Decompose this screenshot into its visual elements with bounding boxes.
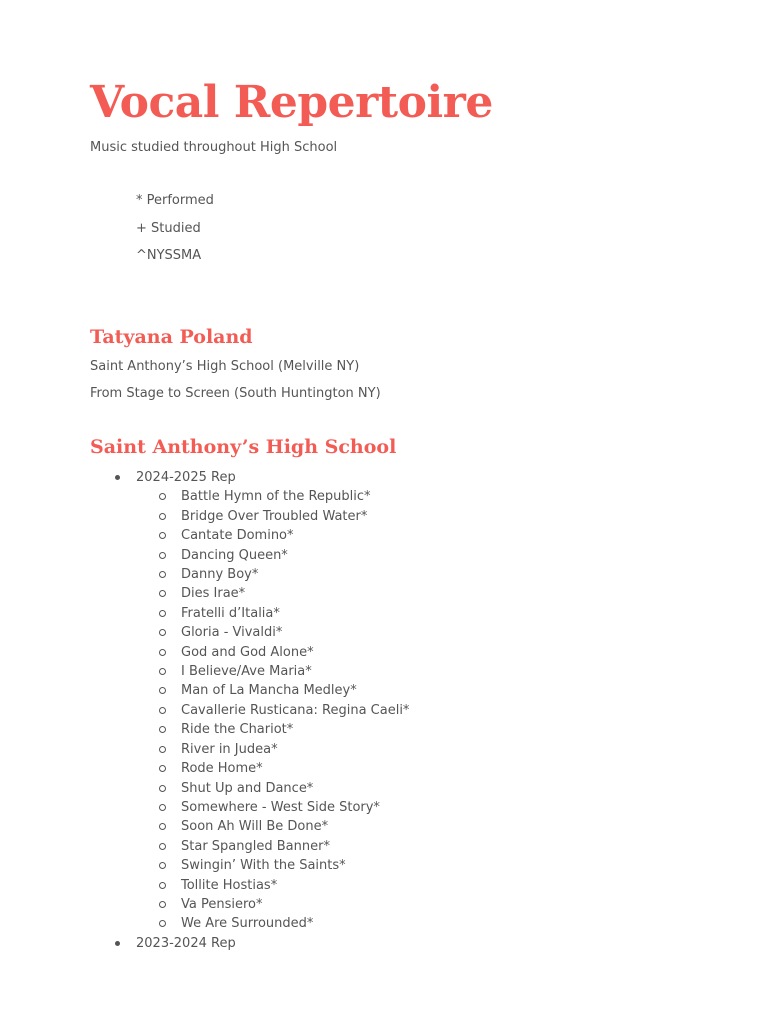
school-item: From Stage to Screen (South Huntington NY) (90, 386, 381, 401)
schools-list (90, 358, 381, 412)
song-item (136, 584, 409, 603)
rep-year-label: 2023-2024 Rep (136, 935, 236, 951)
song-title: Dies Irae* (181, 586, 246, 602)
circle-bullet-icon (159, 765, 166, 772)
song-item (136, 876, 409, 895)
song-item (136, 526, 409, 545)
song-title: Tollite Hostias* (181, 877, 278, 893)
song-title: Soon Ah Will Be Done* (181, 819, 329, 835)
circle-bullet-icon (159, 804, 166, 811)
section-heading: Saint Anthony’s High School (90, 436, 397, 458)
song-title: Fratelli d’Italia* (181, 605, 280, 621)
song-title: Battle Hymn of the Republic* (181, 489, 371, 505)
legend-item-performed: * Performed (136, 193, 214, 208)
song-title: Somewhere - West Side Story* (181, 799, 380, 815)
song-item (136, 914, 409, 933)
song-title: Shut Up and Dance* (181, 780, 314, 796)
circle-bullet-icon (159, 532, 166, 539)
song-item (136, 740, 409, 759)
song-item (136, 895, 409, 914)
song-item (136, 817, 409, 836)
legend-item-studied: + Studied (136, 220, 201, 236)
song-title: God and God Alone* (181, 644, 314, 660)
circle-bullet-icon (159, 687, 166, 694)
song-item (136, 604, 409, 623)
song-title: Swingin’ With the Saints* (181, 858, 346, 874)
rep-year-label: 2024-2025 Rep (136, 470, 236, 485)
circle-bullet-icon (159, 823, 166, 830)
circle-bullet-icon (159, 843, 166, 850)
song-title: Ride the Chariot* (181, 722, 294, 738)
song-title: We Are Surrounded* (181, 916, 314, 932)
song-title: River in Judea* (181, 741, 278, 757)
song-item (136, 759, 409, 778)
page-title: Vocal Repertoire (90, 77, 493, 128)
song-title: Gloria - Vivaldi* (181, 625, 283, 641)
song-title: Rode Home* (181, 761, 263, 777)
bullet-icon (115, 475, 120, 480)
legend-item-nyssma: ^NYSSMA (136, 248, 202, 263)
song-item (136, 837, 409, 856)
song-title: Danny Boy* (181, 567, 259, 583)
circle-bullet-icon (159, 649, 166, 656)
song-title: Cavallerie Rusticana: Regina Caeli* (181, 702, 410, 718)
circle-bullet-icon (159, 668, 166, 675)
circle-bullet-icon (159, 920, 166, 927)
circle-bullet-icon (159, 746, 166, 753)
song-item (136, 720, 409, 739)
song-title: I Believe/Ave Maria* (181, 664, 312, 680)
song-item (136, 623, 409, 642)
circle-bullet-icon (159, 590, 166, 597)
song-list (136, 487, 409, 933)
circle-bullet-icon (159, 707, 166, 714)
rep-year-item (90, 468, 409, 934)
song-title: Man of La Mancha Medley* (181, 683, 357, 699)
song-item (136, 643, 409, 662)
song-item (136, 798, 409, 817)
circle-bullet-icon (159, 571, 166, 578)
circle-bullet-icon (159, 726, 166, 733)
circle-bullet-icon (159, 862, 166, 869)
song-title: Star Spangled Banner* (181, 838, 330, 854)
song-title: Dancing Queen* (181, 547, 288, 563)
song-item (136, 487, 409, 506)
song-title: Cantate Domino* (181, 528, 294, 544)
song-item (136, 681, 409, 700)
name-heading: Tatyana Poland (90, 326, 253, 348)
rep-year-item (90, 934, 409, 953)
song-item (136, 662, 409, 681)
song-item (136, 701, 409, 720)
repertoire-list (90, 468, 409, 953)
circle-bullet-icon (159, 513, 166, 520)
page-subtitle: Music studied throughout High School (90, 140, 338, 155)
song-item (136, 565, 409, 584)
circle-bullet-icon (159, 629, 166, 636)
legend-list (136, 192, 214, 275)
circle-bullet-icon (159, 493, 166, 500)
song-title: Bridge Over Troubled Water* (181, 508, 368, 524)
song-title: Va Pensiero* (181, 896, 263, 912)
circle-bullet-icon (159, 901, 166, 908)
song-item (136, 779, 409, 798)
song-item (136, 546, 409, 565)
circle-bullet-icon (159, 610, 166, 617)
circle-bullet-icon (159, 552, 166, 559)
song-item (136, 856, 409, 875)
song-item (136, 507, 409, 526)
circle-bullet-icon (159, 882, 166, 889)
school-item: Saint Anthony’s High School (Melville NY) (90, 359, 360, 374)
circle-bullet-icon (159, 785, 166, 792)
bullet-icon (115, 941, 120, 946)
